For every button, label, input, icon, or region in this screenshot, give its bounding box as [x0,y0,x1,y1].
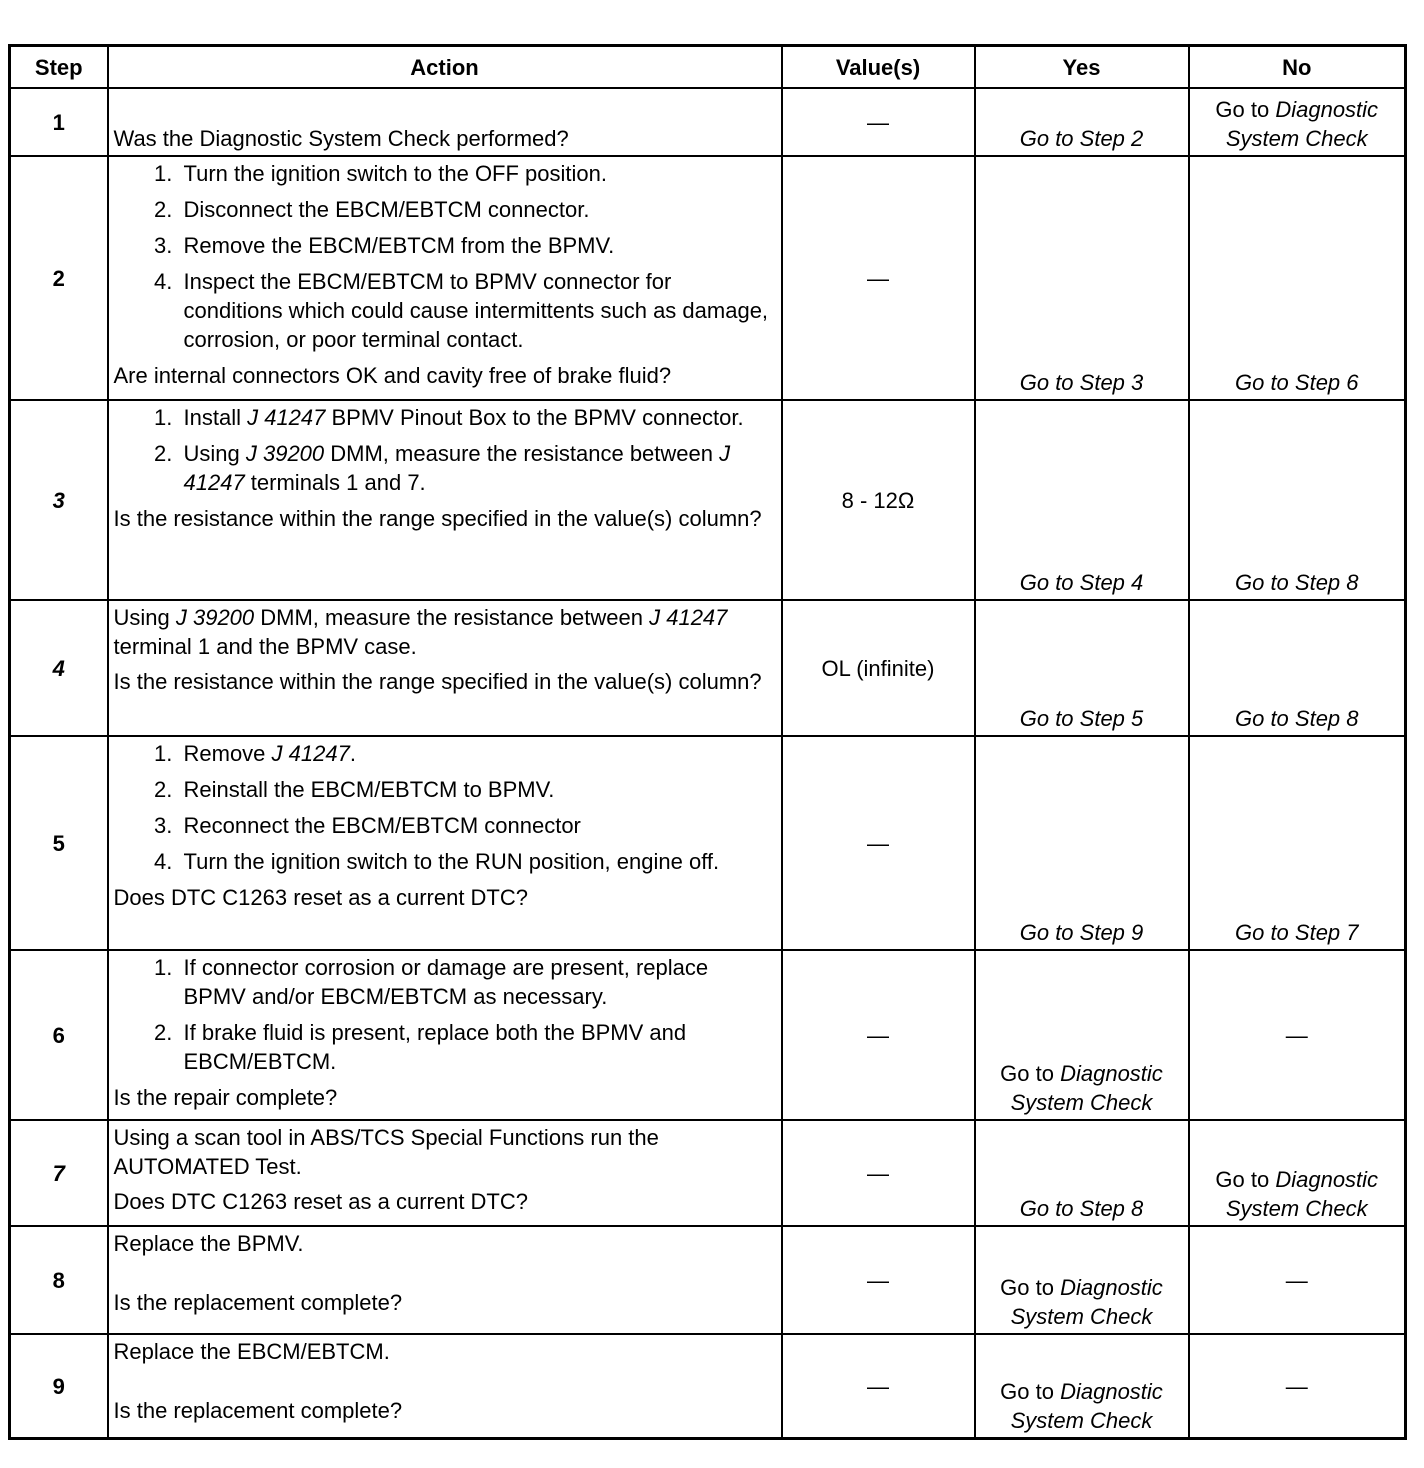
no-cell [1189,736,1406,950]
action-question: Is the replacement complete? [113,1290,403,1316]
no-link: Diagnostic System Check [1225,1167,1379,1222]
tool-ref: J 39200 [245,441,325,467]
yes-cell [975,400,1189,600]
yes-link: Diagnostic System Check [1010,1275,1163,1330]
yes-link: Go to Step 4 [1019,570,1144,596]
header-no: No [1189,46,1406,89]
step-number: 4 [10,600,108,736]
action-question: Is the replacement complete? [113,1398,403,1424]
tool-ref: J 41247 [247,405,326,431]
action-steps [114,403,776,497]
step-number: 2 [10,156,108,400]
yes-cell [975,736,1189,950]
no-link: Go to Step 7 [1234,920,1359,946]
no-cell: — [1189,950,1406,1120]
yes-link: Go to Step 8 [1019,1196,1144,1222]
action-steps [114,739,776,876]
action-instruction: Replace the BPMV. [113,1231,304,1257]
tool-ref: J 41247 [271,741,350,767]
no-cell: — [1189,1334,1406,1438]
action-step: 1. If connector corrosion or damage are present, replace BPMV and/or EBCM/EBTCM as necessary. [179,953,776,1011]
diagnostic-table [8,44,1407,1440]
yes-link-prefix: Go to [1000,1275,1061,1301]
action-question: Are internal connectors OK and cavity free of brake fluid? [113,363,672,389]
step-number: 7 [10,1120,108,1226]
action-step: 3. Reconnect the EBCM/EBTCM connector [179,811,776,840]
no-link-prefix: Go to [1215,1167,1276,1193]
yes-cell [975,88,1189,156]
value-cell: — [782,1120,975,1226]
action-question: Is the repair complete? [113,1085,338,1111]
no-link: Go to Step 6 [1234,370,1359,396]
no-cell: — [1189,1226,1406,1334]
step-number: 1 [10,88,108,156]
action-steps [114,953,776,1076]
yes-link: Go to Step 2 [1019,126,1144,152]
no-link: Go to Step 8 [1234,570,1359,596]
yes-cell [975,1120,1189,1226]
step-row-4 [10,600,1406,736]
no-cell [1189,600,1406,736]
step-number: 9 [10,1334,108,1438]
action-step: 1. Install J 41247 BPMV Pinout Box to the BPMV connector. [179,403,776,432]
action-cell [108,600,782,736]
yes-cell [975,600,1189,736]
yes-link-prefix: Go to [1000,1379,1061,1404]
yes-link: Go to Step 9 [1019,920,1144,946]
tool-ref: J 41247 [183,441,731,496]
action-cell [108,156,782,400]
step-row-3 [10,400,1406,600]
header-yes: Yes [975,46,1189,89]
action-question: Is the resistance within the range specified in the value(s) column? [113,669,762,695]
action-step: 2. Using J 39200 DMM, measure the resistance between J 41247 terminals 1 and 7. [179,439,776,497]
step-number: 5 [10,736,108,950]
header-row [10,46,1406,89]
step-number: 6 [10,950,108,1120]
yes-link: Diagnostic System Check [1010,1061,1163,1116]
yes-link-prefix: Go to [1000,1061,1061,1087]
action-question: Does DTC C1263 reset as a current DTC? [113,1189,528,1215]
value-cell: — [782,736,975,950]
step-row-8 [10,1226,1406,1334]
tool-ref: J 39200 [175,605,255,631]
yes-cell [975,1334,1189,1438]
action-step: 2. Disconnect the EBCM/EBTCM connector. [179,195,776,224]
yes-link: Diagnostic System Check [1010,1379,1163,1433]
tool-ref: J 41247 [649,605,728,631]
action-step: 1. Turn the ignition switch to the OFF position. [179,159,776,188]
header-action: Action [108,46,782,89]
value-cell: — [782,156,975,400]
action-instruction: Replace the EBCM/EBTCM. [113,1339,390,1365]
action-cell [108,400,782,600]
action-step: 4. Inspect the EBCM/EBTCM to BPMV connector for conditions which could cause intermittents such as damage, corrosion, or poor terminal contact. [179,267,776,354]
action-cell [108,1120,782,1226]
action-cell [108,1226,782,1334]
value-cell: 8 - 12Ω [782,400,975,600]
yes-cell [975,1226,1189,1334]
no-cell [1189,156,1406,400]
action-step: 2. Reinstall the EBCM/EBTCM to BPMV. [179,775,776,804]
step-row-2 [10,156,1406,400]
yes-cell [975,950,1189,1120]
value-cell: — [782,1226,975,1334]
value-cell: — [782,1334,975,1438]
action-question: Was the Diagnostic System Check performed? [113,126,569,152]
no-link-prefix: Go to [1215,97,1276,123]
action-question: Does DTC C1263 reset as a current DTC? [113,885,528,911]
no-cell [1189,400,1406,600]
header-values: Value(s) [782,46,975,89]
no-link: Diagnostic System Check [1225,97,1379,152]
step-row-1 [10,88,1406,156]
step-row-7 [10,1120,1406,1226]
action-instruction: Using J 39200 DMM, measure the resistance between J 41247 terminal 1 and the BPMV case. [113,605,728,660]
yes-link: Go to Step 5 [1019,706,1144,732]
yes-link: Go to Step 3 [1019,370,1144,396]
action-cell [108,1334,782,1438]
yes-cell [975,156,1189,400]
action-cell [108,736,782,950]
action-cell [108,950,782,1120]
action-step: 1. Remove J 41247. [179,739,776,768]
no-cell [1189,88,1406,156]
value-cell: OL (infinite) [782,600,975,736]
action-question: Is the resistance within the range specified in the value(s) column? [113,506,762,532]
step-row-5 [10,736,1406,950]
value-cell: — [782,88,975,156]
action-steps [114,159,776,354]
header-step: Step [10,46,108,89]
no-cell [1189,1120,1406,1226]
no-link: Go to Step 8 [1234,706,1359,732]
step-row-6 [10,950,1406,1120]
action-instruction: Using a scan tool in ABS/TCS Special Functions run the AUTOMATED Test. [113,1125,659,1180]
step-number: 8 [10,1226,108,1334]
action-step: 3. Remove the EBCM/EBTCM from the BPMV. [179,231,776,260]
action-step: 4. Turn the ignition switch to the RUN position, engine off. [179,847,776,876]
step-row-9 [10,1334,1406,1438]
value-cell: — [782,950,975,1120]
action-cell [108,88,782,156]
action-step: 2. If brake fluid is present, replace both the BPMV and EBCM/EBTCM. [179,1018,776,1076]
step-number: 3 [10,400,108,600]
